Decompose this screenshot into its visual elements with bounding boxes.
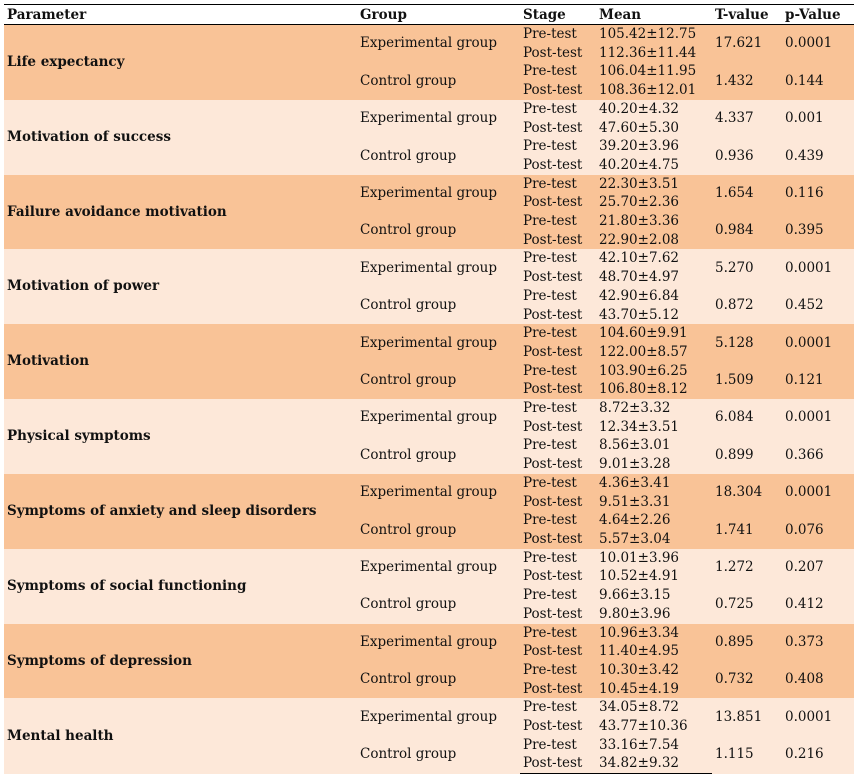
parameter-name: Life expectancy <box>4 25 357 100</box>
mean-value: 104.60±9.91 <box>596 324 712 343</box>
mean-value: 122.00±8.57 <box>596 343 712 362</box>
stage-label: Pre-test <box>520 511 596 530</box>
mean-value: 10.45±4.19 <box>596 680 712 699</box>
stage-label: Post-test <box>520 156 596 175</box>
p-value: 0.0001 <box>782 249 854 286</box>
stage-label: Post-test <box>520 567 596 586</box>
group-name: Control group <box>357 62 520 99</box>
p-value: 0.116 <box>782 175 854 212</box>
t-value: 1.432 <box>712 62 782 99</box>
t-value: 0.725 <box>712 586 782 623</box>
stage-label: Pre-test <box>520 212 596 231</box>
mean-value: 105.42±12.75 <box>596 25 712 44</box>
p-value: 0.076 <box>782 511 854 548</box>
parameter-name: Symptoms of social functioning <box>4 549 357 624</box>
t-value: 17.621 <box>712 25 782 63</box>
mean-value: 21.80±3.36 <box>596 212 712 231</box>
table-row <box>4 324 854 343</box>
t-value: 0.732 <box>712 661 782 698</box>
stage-label: Post-test <box>520 231 596 250</box>
mean-value: 106.80±8.12 <box>596 380 712 399</box>
parameter-block <box>4 249 854 324</box>
p-value: 0.452 <box>782 287 854 324</box>
mean-value: 40.20±4.32 <box>596 100 712 119</box>
mean-value: 12.34±3.51 <box>596 418 712 437</box>
mean-value: 9.80±3.96 <box>596 605 712 624</box>
header-stage: Stage <box>520 5 596 25</box>
mean-value: 33.16±7.54 <box>596 736 712 755</box>
parameter-block <box>4 474 854 549</box>
t-value: 18.304 <box>712 474 782 511</box>
table-row <box>4 175 854 194</box>
parameter-block <box>4 175 854 250</box>
stage-label: Pre-test <box>520 474 596 493</box>
mean-value: 112.36±11.44 <box>596 44 712 63</box>
stage-label: Post-test <box>520 306 596 325</box>
parameter-name: Motivation of power <box>4 249 357 324</box>
mean-value: 42.10±7.62 <box>596 249 712 268</box>
stage-label: Post-test <box>520 717 596 736</box>
mean-value: 103.90±6.25 <box>596 362 712 381</box>
t-value: 5.270 <box>712 249 782 286</box>
stage-label: Pre-test <box>520 362 596 381</box>
stage-label: Pre-test <box>520 549 596 568</box>
t-value: 0.984 <box>712 212 782 249</box>
stage-label: Post-test <box>520 418 596 437</box>
t-value: 1.654 <box>712 175 782 212</box>
stage-label: Pre-test <box>520 25 596 44</box>
parameter-block <box>4 100 854 175</box>
mean-value: 10.01±3.96 <box>596 549 712 568</box>
stage-label: Post-test <box>520 343 596 362</box>
p-value: 0.121 <box>782 362 854 399</box>
stage-label: Post-test <box>520 754 596 773</box>
table-row <box>4 399 854 418</box>
stage-label: Pre-test <box>520 698 596 717</box>
table-row <box>4 474 854 493</box>
stage-label: Pre-test <box>520 175 596 194</box>
parameter-block <box>4 399 854 474</box>
stage-label: Post-test <box>520 119 596 138</box>
mean-value: 47.60±5.30 <box>596 119 712 138</box>
group-name: Experimental group <box>357 25 520 63</box>
table-row <box>4 624 854 643</box>
p-value: 0.408 <box>782 661 854 698</box>
mean-value: 8.56±3.01 <box>596 436 712 455</box>
group-name: Control group <box>357 586 520 623</box>
stage-label: Post-test <box>520 268 596 287</box>
group-name: Experimental group <box>357 249 520 286</box>
parameter-block <box>4 698 854 773</box>
mean-value: 42.90±6.84 <box>596 287 712 306</box>
stage-label: Pre-test <box>520 287 596 306</box>
mean-value: 8.72±3.32 <box>596 399 712 418</box>
p-value: 0.395 <box>782 212 854 249</box>
p-value: 0.001 <box>782 100 854 137</box>
p-value: 0.439 <box>782 137 854 174</box>
mean-value: 48.70±4.97 <box>596 268 712 287</box>
mean-value: 9.66±3.15 <box>596 586 712 605</box>
mean-value: 39.20±3.96 <box>596 137 712 156</box>
group-name: Experimental group <box>357 474 520 511</box>
mean-value: 40.20±4.75 <box>596 156 712 175</box>
t-value: 1.509 <box>712 362 782 399</box>
group-name: Control group <box>357 362 520 399</box>
parameter-name: Mental health <box>4 698 357 773</box>
table-row <box>4 25 854 44</box>
mean-value: 4.36±3.41 <box>596 474 712 493</box>
p-value: 0.0001 <box>782 324 854 361</box>
mean-value: 22.90±2.08 <box>596 231 712 250</box>
stage-label: Pre-test <box>520 586 596 605</box>
mean-value: 43.70±5.12 <box>596 306 712 325</box>
parameter-name: Physical symptoms <box>4 399 357 474</box>
p-value: 0.216 <box>782 736 854 774</box>
stage-label: Pre-test <box>520 736 596 755</box>
p-value: 0.0001 <box>782 474 854 511</box>
group-name: Control group <box>357 511 520 548</box>
header-parameter: Parameter <box>4 5 357 25</box>
results-table-container <box>4 4 854 774</box>
group-name: Control group <box>357 661 520 698</box>
table-row <box>4 698 854 717</box>
group-name: Control group <box>357 212 520 249</box>
t-value: 0.936 <box>712 137 782 174</box>
p-value: 0.366 <box>782 436 854 473</box>
stage-label: Pre-test <box>520 324 596 343</box>
mean-value: 43.77±10.36 <box>596 717 712 736</box>
mean-value: 34.82±9.32 <box>596 754 712 773</box>
parameter-name: Motivation <box>4 324 357 399</box>
group-name: Experimental group <box>357 324 520 361</box>
stage-label: Post-test <box>520 605 596 624</box>
mean-value: 9.51±3.31 <box>596 493 712 512</box>
group-name: Experimental group <box>357 624 520 661</box>
stage-label: Post-test <box>520 680 596 699</box>
p-value: 0.0001 <box>782 698 854 735</box>
p-value: 0.207 <box>782 549 854 586</box>
stage-label: Post-test <box>520 81 596 100</box>
mean-value: 22.30±3.51 <box>596 175 712 194</box>
header-mean: Mean <box>596 5 712 25</box>
t-value: 13.851 <box>712 698 782 735</box>
mean-value: 5.57±3.04 <box>596 530 712 549</box>
stage-label: Post-test <box>520 642 596 661</box>
table-row <box>4 249 854 268</box>
t-value: 0.899 <box>712 436 782 473</box>
stage-label: Pre-test <box>520 661 596 680</box>
mean-value: 10.52±4.91 <box>596 567 712 586</box>
parameter-block <box>4 549 854 624</box>
parameter-block <box>4 25 854 100</box>
stage-label: Pre-test <box>520 249 596 268</box>
parameter-name: Failure avoidance motivation <box>4 175 357 250</box>
t-value: 4.337 <box>712 100 782 137</box>
t-value: 1.272 <box>712 549 782 586</box>
parameter-name: Symptoms of anxiety and sleep disorders <box>4 474 357 549</box>
p-value: 0.412 <box>782 586 854 623</box>
stage-label: Post-test <box>520 193 596 212</box>
group-name: Control group <box>357 736 520 774</box>
header-group: Group <box>357 5 520 25</box>
stage-label: Pre-test <box>520 436 596 455</box>
parameter-name: Motivation of success <box>4 100 357 175</box>
mean-value: 25.70±2.36 <box>596 193 712 212</box>
t-value: 5.128 <box>712 324 782 361</box>
p-value: 0.144 <box>782 62 854 99</box>
group-name: Control group <box>357 137 520 174</box>
header-row <box>4 5 854 25</box>
mean-value: 106.04±11.95 <box>596 62 712 81</box>
t-value: 6.084 <box>712 399 782 436</box>
parameter-name: Symptoms of depression <box>4 624 357 699</box>
group-name: Experimental group <box>357 175 520 212</box>
table-row <box>4 100 854 119</box>
t-value: 1.115 <box>712 736 782 774</box>
group-name: Experimental group <box>357 698 520 735</box>
group-name: Control group <box>357 287 520 324</box>
p-value: 0.0001 <box>782 399 854 436</box>
stage-label: Post-test <box>520 530 596 549</box>
stage-label: Pre-test <box>520 624 596 643</box>
group-name: Experimental group <box>357 100 520 137</box>
mean-value: 9.01±3.28 <box>596 455 712 474</box>
mean-value: 34.05±8.72 <box>596 698 712 717</box>
parameter-block <box>4 624 854 699</box>
stage-label: Pre-test <box>520 100 596 119</box>
stage-label: Pre-test <box>520 137 596 156</box>
t-value: 1.741 <box>712 511 782 548</box>
p-value: 0.373 <box>782 624 854 661</box>
stage-label: Post-test <box>520 44 596 63</box>
stage-label: Pre-test <box>520 399 596 418</box>
parameter-block <box>4 324 854 399</box>
group-name: Experimental group <box>357 549 520 586</box>
group-name: Experimental group <box>357 399 520 436</box>
t-value: 0.895 <box>712 624 782 661</box>
mean-value: 10.96±3.34 <box>596 624 712 643</box>
stage-label: Post-test <box>520 493 596 512</box>
mean-value: 108.36±12.01 <box>596 81 712 100</box>
mean-value: 10.30±3.42 <box>596 661 712 680</box>
group-name: Control group <box>357 436 520 473</box>
t-value: 0.872 <box>712 287 782 324</box>
header-p-value: p-Value <box>782 5 854 25</box>
results-table <box>4 4 854 774</box>
stage-label: Post-test <box>520 455 596 474</box>
table-header <box>4 5 854 25</box>
stage-label: Post-test <box>520 380 596 399</box>
stage-label: Pre-test <box>520 62 596 81</box>
p-value: 0.0001 <box>782 25 854 63</box>
mean-value: 4.64±2.26 <box>596 511 712 530</box>
header-t-value: T-value <box>712 5 782 25</box>
mean-value: 11.40±4.95 <box>596 642 712 661</box>
table-row <box>4 549 854 568</box>
